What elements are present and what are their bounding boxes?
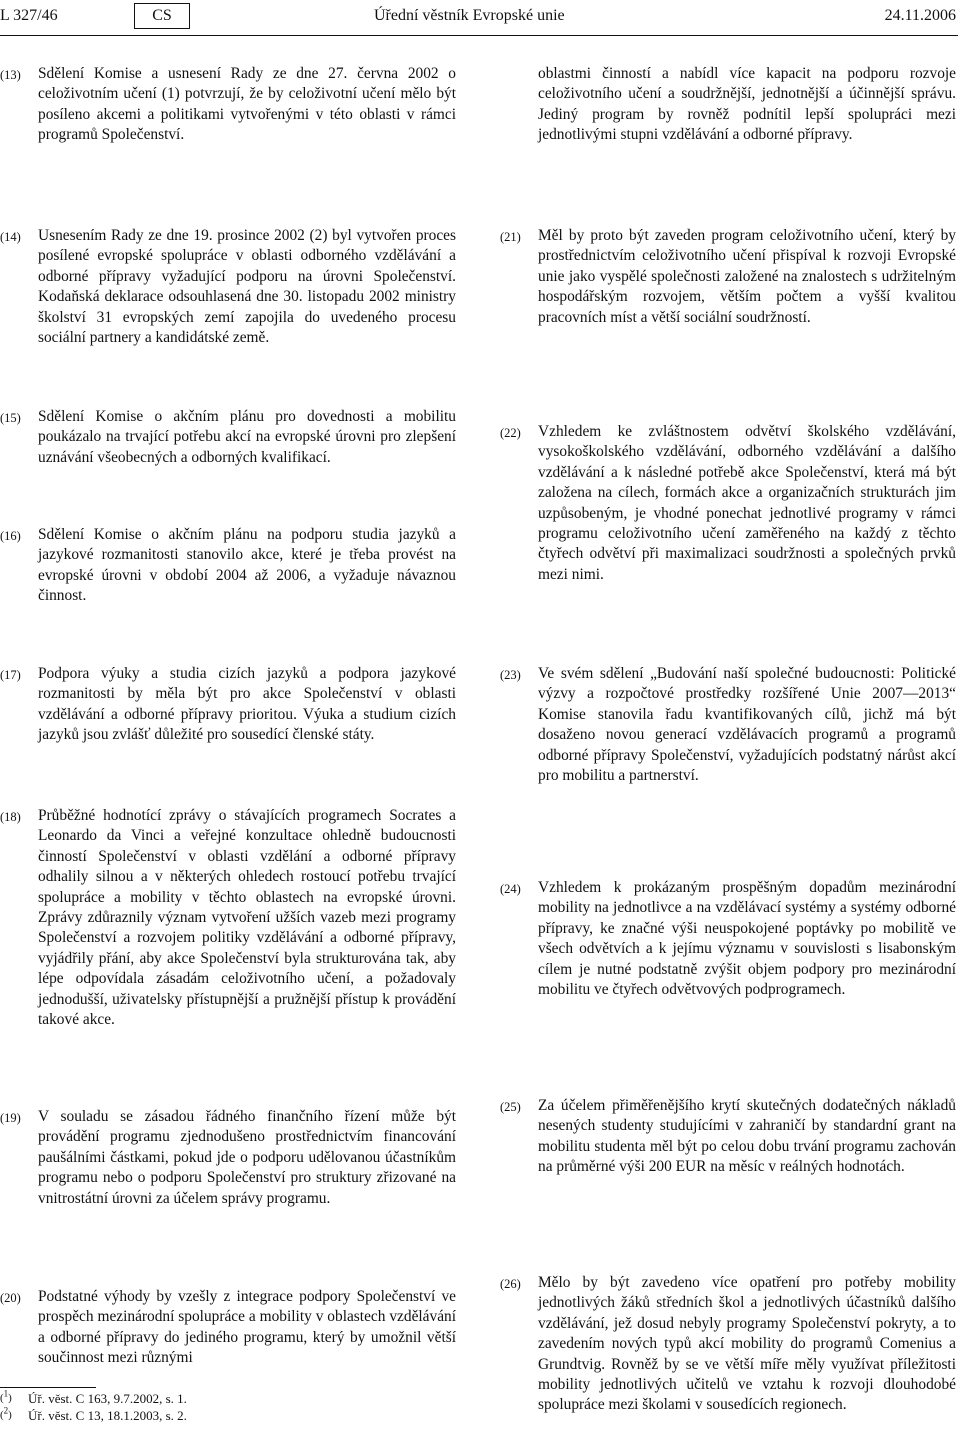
recital-23 xyxy=(500,664,960,786)
recital-number: (13) xyxy=(0,68,21,82)
recital-number: (23) xyxy=(500,668,521,682)
recital-14 xyxy=(0,226,460,348)
footnote-mark: ($^2$) xyxy=(0,1405,12,1421)
recital-number: (20) xyxy=(0,1291,21,1305)
recital-number: (17) xyxy=(0,668,21,682)
recital-number: (19) xyxy=(0,1111,21,1125)
recital-text: Za účelem přiměřenějšího krytí skutečných dodatečných nákladů nesených studenty studujícími v zahraničí by standardní grant na mobilitu studenta měl být po celou dobu trvání programu zachován na průměrné výši 200 EUR na měsíc v reálných hodnotách. xyxy=(538,1097,956,1176)
recital-13 xyxy=(0,64,460,146)
recital-text: Usnesením Rady ze dne 19. prosince 2002 (2) byl vytvořen proces posílené evropské spolupráce v oblasti odborného vzdělávání a odborné přípravy vyžadující podporu na úrovni Společenství. Kodaňská deklarace odsouhlasená dne 30. listopadu 2002 ministry školství 31 evropských zemí zapojila do uvedeného procesu sociální partnery a kandidátské země. xyxy=(38,227,456,347)
page-reference: L 327/46 xyxy=(0,7,58,24)
recital-19 xyxy=(0,1107,460,1209)
recital-number: (25) xyxy=(500,1100,521,1114)
continuation-text: oblastmi činností a nabídl více kapacit na podporu rozvoje celoživotního učení a soudržnější, jednotnější a účinnější správu. Jediný program by rovněž podnítil lepší spolupráci mezi jednotlivými stupni vzdělávání a odborné přípravy. xyxy=(538,65,956,144)
recital-text: Mělo by být zavedeno více opatření pro potřeby mobility jednotlivých žáků středních škol a jednotlivých účastníků dalšího vzdělávání, jež dosud nebyly programy Společenství pokryty, a to zavedením nových typů akcí mobility do programů Comenius a Grundtvig. Rovněž by se ve větší míře měly využívat příležitosti mobility jednotlivých učitelů ve vztahu k rozvoji dlouhodobé spolupráce mezi školami v sousedících regionech. xyxy=(538,1274,956,1414)
recital-text: V souladu se zásadou řádného finančního řízení může být provádění programu zjednodušeno prostřednictvím financování paušálními částkami, pokud jde o podporu udělovanou účastníkům programu nebo o podporu Společenství pro struktury zřizované na vnitrostátní úrovni za účelem správy programu. xyxy=(38,1108,456,1207)
recital-continuation xyxy=(500,64,960,146)
recital-22 xyxy=(500,422,960,585)
recital-text: Sdělení Komise o akčním plánu pro dovednosti a mobilitu poukázalo na trvající potřebu akcí na evropské úrovni pro zlepšení uznávání všeobecných a odborných kvalifikací. xyxy=(38,408,456,466)
recital-26 xyxy=(500,1273,960,1416)
recital-24 xyxy=(500,878,960,1000)
recital-number: (14) xyxy=(0,230,21,244)
footnote-rule xyxy=(0,1387,96,1388)
recital-text: Ve svém sdělení „Budování naší společné budoucnosti: Politické výzvy a rozpočtové prostředky rozšířené Unie 2007—2013“ Komise stanovila řadu kvantifikovaných cílů, jichž má být dosaženo novou generací vzdělávacích programů a programů odborné přípravy Společenství, vyžadujících podstatný nárůst akcí pro mobilitu a partnerství. xyxy=(538,665,956,785)
recital-number: (26) xyxy=(500,1277,521,1291)
recital-text: Vzhledem ke zvláštnostem odvětví školského vzdělávání, vysokoškolského vzdělávání, odborného vzdělávání a dalšího vzdělávání a k následné potřebě akce Společenství, která má být založena na cílech, formách akce a organizačních strukturách jim uzpůsobeným, je vhodné ponechat jednotlivé programy v rámci programu celoživotního učení zaměřeného na každý z těchto čtyřech odvětví při maximalizaci soudržnosti a společných prvků mezi nimi. xyxy=(538,423,956,583)
footnote-1 xyxy=(0,1390,460,1407)
footnote-text: Úř. věst. C 13, 18.1.2003, s. 2. xyxy=(28,1408,187,1423)
recital-number: (21) xyxy=(500,230,521,244)
language-badge: CS xyxy=(134,3,190,29)
recital-25 xyxy=(500,1096,960,1178)
publication-date: 24.11.2006 xyxy=(884,7,956,24)
recital-text: Průběžné hodnotící zprávy o stávajících programech Socrates a Leonardo da Vinci a veřejné konzultace ohledně budoucnosti činností Společenství v oblasti vzdělání a odborné přípravy odhalily silnou a v některých ohledech rostoucí potřebu trvající spolupráce a mobility v těchto oblastech na evropské úrovni. Zprávy zdůraznily význam vytvoření užších vazeb mezi programy Společenství a rozvojem politiky vzdělávání a odborné přípravy, vyjádřily přání, aby akce Společenství byla strukturována tak, aby lépe odpovídala zásadám celoživotního učení, a požadovaly jednodušší, uživatelsky přístupnější a pružnější přístup k provádění takové akce. xyxy=(38,807,456,1029)
journal-title: Úřední věstník Evropské unie xyxy=(374,7,565,24)
recital-text: Sdělení Komise o akčním plánu na podporu studia jazyků a jazykové rozmanitosti stanovilo akce, které je třeba provést na evropské úrovni v období 2004 až 2006, a vyžaduje návaznou činnost. xyxy=(38,526,456,605)
page-header xyxy=(0,0,960,36)
recital-text: Měl by proto být zaveden program celoživotního učení, který by prostřednictvím celoživotního učení přispíval k rozvoji Evropské unie jako vyspělé společnosti založené na znalostech s udržitelným hospodářským rozvojem, větším počtem a vyšší kvalitou pracovních míst a větší sociální soudržností. xyxy=(538,227,956,326)
recital-17 xyxy=(0,664,460,746)
recital-number: (16) xyxy=(0,529,21,543)
footnotes xyxy=(0,1387,460,1424)
recital-18 xyxy=(0,806,460,1030)
recital-text: Podpora výuky a studia cizích jazyků a podpora jazykové rozmanitosti by měla být pro akce Společenství v oblasti vzdělávání a odborné přípravy prioritou. Výuka a studium cizích jazyků jsou zvlášť důležité pro sousedící členské státy. xyxy=(38,665,456,744)
recital-number: (15) xyxy=(0,411,21,425)
recital-text: Podstatné výhody by vzešly z integrace podpory Společenství ve prospěch mezinárodní spolupráce a mobility v oblastech vzdělávání a odborné přípravy do jediného programu, který by umožnil větší součinnost mezi různými xyxy=(38,1288,456,1367)
footnote-mark: ($^1$) xyxy=(0,1388,12,1404)
recital-text: Sdělení Komise a usnesení Rady ze dne 27. června 2002 o celoživotním učení (1) potvrzují, že by celoživotní učení mělo být posíleno akcemi a politikami vytvořenými v této oblasti v rámci programů Společenství. xyxy=(38,65,456,144)
recital-number: (18) xyxy=(0,810,21,824)
footnote-2 xyxy=(0,1407,460,1424)
recital-number: (24) xyxy=(500,882,521,896)
recital-20 xyxy=(0,1287,460,1369)
recital-15 xyxy=(0,407,460,468)
footnote-text: Úř. věst. C 163, 9.7.2002, s. 1. xyxy=(28,1391,187,1406)
recital-number: (22) xyxy=(500,426,521,440)
header-rule xyxy=(0,35,958,36)
recital-text: Vzhledem k prokázaným prospěšným dopadům mezinárodní mobility na jednotlivce a na vzdělávací systémy a systémy odborné přípravy, ke značné výši neuspokojené poptávky po mobilitě ve všech odvětvích a k jejímu významu v souvislosti s lisabonským cílem je nutné podstatně zvýšit objem podpory pro mezinárodní mobilitu ve čtyřech odvětvových podprogramech. xyxy=(538,879,956,999)
recital-16 xyxy=(0,525,460,607)
recital-21 xyxy=(500,226,960,328)
